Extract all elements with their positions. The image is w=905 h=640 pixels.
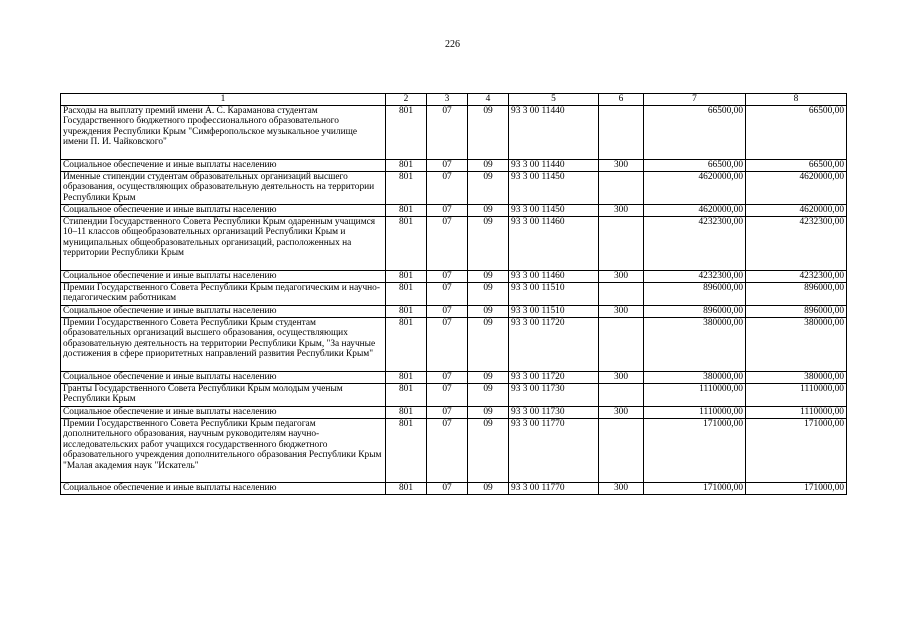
- amount-year1-cell: 171000,00: [644, 419, 746, 483]
- amount-year2-cell: 4620000,00: [746, 172, 847, 205]
- amount-year2-cell: 171000,00: [746, 419, 847, 483]
- amount-year1-cell: 896000,00: [644, 283, 746, 306]
- header-row: [61, 94, 847, 106]
- target-article-cell: 93 3 00 11510: [509, 283, 599, 306]
- amount-year2-cell: 380000,00: [746, 318, 847, 372]
- subsection-code-cell: 09: [468, 372, 509, 384]
- expense-type-cell: [599, 384, 644, 407]
- amount-year1-cell: 1110000,00: [644, 407, 746, 419]
- section-code-cell: 07: [427, 407, 468, 419]
- table-row: [61, 306, 847, 318]
- ministry-code-cell: 801: [386, 106, 427, 160]
- subsection-code-cell: 09: [468, 419, 509, 483]
- table-row: [61, 407, 847, 419]
- header-cell-5: 5: [509, 94, 599, 106]
- description-cell: Социальное обеспечение и иные выплаты населению: [61, 407, 386, 419]
- amount-year1-cell: 1110000,00: [644, 384, 746, 407]
- section-code-cell: 07: [427, 384, 468, 407]
- target-article-cell: 93 3 00 11730: [509, 407, 599, 419]
- header-cell-7: 7: [644, 94, 746, 106]
- description-cell: Премии Государственного Совета Республики Крым студентам образовательных организаций высшего образования, осуществляющих образовательную деятельность на территории Республики Крым, "За научные достижения в сфере приоритетных направлений развития Республики Крым": [61, 318, 386, 372]
- target-article-cell: 93 3 00 11730: [509, 384, 599, 407]
- header-cell-8: 8: [746, 94, 847, 106]
- table-row: [61, 106, 847, 160]
- ministry-code-cell: 801: [386, 306, 427, 318]
- section-code-cell: 07: [427, 372, 468, 384]
- subsection-code-cell: 09: [468, 160, 509, 172]
- ministry-code-cell: 801: [386, 205, 427, 217]
- amount-year2-cell: 4232300,00: [746, 271, 847, 283]
- ministry-code-cell: 801: [386, 160, 427, 172]
- table-row: [61, 372, 847, 384]
- description-cell: Социальное обеспечение и иные выплаты населению: [61, 483, 386, 495]
- ministry-code-cell: 801: [386, 372, 427, 384]
- header-cell-4: 4: [468, 94, 509, 106]
- expense-type-cell: [599, 217, 644, 271]
- section-code-cell: 07: [427, 205, 468, 217]
- description-cell: Именные стипендии студентам образовательных организаций высшего образования, осуществляющих образовательную деятельность на территории Республики Крым: [61, 172, 386, 205]
- amount-year2-cell: 66500,00: [746, 160, 847, 172]
- ministry-code-cell: 801: [386, 407, 427, 419]
- amount-year1-cell: 380000,00: [644, 372, 746, 384]
- section-code-cell: 07: [427, 283, 468, 306]
- expense-type-cell: 300: [599, 483, 644, 495]
- amount-year2-cell: 380000,00: [746, 372, 847, 384]
- amount-year1-cell: 4620000,00: [644, 172, 746, 205]
- expense-type-cell: 300: [599, 306, 644, 318]
- amount-year1-cell: 66500,00: [644, 160, 746, 172]
- target-article-cell: 93 3 00 11720: [509, 318, 599, 372]
- table-row: [61, 384, 847, 407]
- subsection-code-cell: 09: [468, 283, 509, 306]
- target-article-cell: 93 3 00 11460: [509, 271, 599, 283]
- table-body: [61, 106, 847, 495]
- amount-year2-cell: 896000,00: [746, 306, 847, 318]
- section-code-cell: 07: [427, 419, 468, 483]
- header-cell-6: 6: [599, 94, 644, 106]
- amount-year1-cell: 4232300,00: [644, 271, 746, 283]
- amount-year1-cell: 4232300,00: [644, 217, 746, 271]
- budget-table: [60, 93, 847, 495]
- table-row: [61, 318, 847, 372]
- target-article-cell: 93 3 00 11770: [509, 419, 599, 483]
- section-code-cell: 07: [427, 318, 468, 372]
- amount-year2-cell: 1110000,00: [746, 384, 847, 407]
- expense-type-cell: 300: [599, 407, 644, 419]
- ministry-code-cell: 801: [386, 271, 427, 283]
- amount-year2-cell: 896000,00: [746, 283, 847, 306]
- ministry-code-cell: 801: [386, 483, 427, 495]
- subsection-code-cell: 09: [468, 172, 509, 205]
- section-code-cell: 07: [427, 160, 468, 172]
- amount-year1-cell: 380000,00: [644, 318, 746, 372]
- target-article-cell: 93 3 00 11450: [509, 172, 599, 205]
- section-code-cell: 07: [427, 306, 468, 318]
- description-cell: Социальное обеспечение и иные выплаты населению: [61, 205, 386, 217]
- description-cell: Расходы на выплату премий имени А. С. Караманова студентам Государственного бюджетного профессионального образовательного учреждения Республики Крым "Симферопольское музыкальное училище имени П. И. Чайковского": [61, 106, 386, 160]
- amount-year2-cell: 171000,00: [746, 483, 847, 495]
- table-row: [61, 160, 847, 172]
- subsection-code-cell: 09: [468, 384, 509, 407]
- subsection-code-cell: 09: [468, 217, 509, 271]
- table-row: [61, 283, 847, 306]
- description-cell: Премии Государственного Совета Республики Крым педагогам дополнительного образования, научным руководителям научно-исследовательских работ учащихся государственного бюджетного образовательного учреждения дополнительного образования Республики Крым "Малая академия наук "Искатель": [61, 419, 386, 483]
- subsection-code-cell: 09: [468, 271, 509, 283]
- amount-year1-cell: 896000,00: [644, 306, 746, 318]
- amount-year1-cell: 66500,00: [644, 106, 746, 160]
- description-cell: Социальное обеспечение и иные выплаты населению: [61, 271, 386, 283]
- description-cell: Премии Государственного Совета Республики Крым педагогическим и научно-педагогическим работникам: [61, 283, 386, 306]
- target-article-cell: 93 3 00 11510: [509, 306, 599, 318]
- amount-year2-cell: 4232300,00: [746, 217, 847, 271]
- amount-year2-cell: 66500,00: [746, 106, 847, 160]
- description-cell: Стипендии Государственного Совета Республики Крым одаренным учащимся 10–11 классов общеобразовательных организаций Республики Крым и муниципальных общеобразовательных организаций, расположенных на территории Республики Крым: [61, 217, 386, 271]
- ministry-code-cell: 801: [386, 384, 427, 407]
- ministry-code-cell: 801: [386, 419, 427, 483]
- expense-type-cell: [599, 172, 644, 205]
- table-row: [61, 271, 847, 283]
- amount-year2-cell: 4620000,00: [746, 205, 847, 217]
- subsection-code-cell: 09: [468, 483, 509, 495]
- expense-type-cell: [599, 106, 644, 160]
- table-row: [61, 205, 847, 217]
- expense-type-cell: [599, 419, 644, 483]
- section-code-cell: 07: [427, 217, 468, 271]
- ministry-code-cell: 801: [386, 283, 427, 306]
- expense-type-cell: [599, 283, 644, 306]
- target-article-cell: 93 3 00 11460: [509, 217, 599, 271]
- ministry-code-cell: 801: [386, 318, 427, 372]
- table-row: [61, 217, 847, 271]
- description-cell: Социальное обеспечение и иные выплаты населению: [61, 160, 386, 172]
- header-cell-3: 3: [427, 94, 468, 106]
- amount-year1-cell: 4620000,00: [644, 205, 746, 217]
- ministry-code-cell: 801: [386, 217, 427, 271]
- description-cell: Социальное обеспечение и иные выплаты населению: [61, 306, 386, 318]
- expense-type-cell: 300: [599, 205, 644, 217]
- table-row: [61, 483, 847, 495]
- ministry-code-cell: 801: [386, 172, 427, 205]
- section-code-cell: 07: [427, 106, 468, 160]
- table-row: [61, 419, 847, 483]
- section-code-cell: 07: [427, 172, 468, 205]
- expense-type-cell: 300: [599, 372, 644, 384]
- description-cell: Социальное обеспечение и иные выплаты населению: [61, 372, 386, 384]
- subsection-code-cell: 09: [468, 106, 509, 160]
- section-code-cell: 07: [427, 483, 468, 495]
- target-article-cell: 93 3 00 11440: [509, 160, 599, 172]
- target-article-cell: 93 3 00 11450: [509, 205, 599, 217]
- page-number: 226: [445, 39, 460, 50]
- amount-year2-cell: 1110000,00: [746, 407, 847, 419]
- header-cell-2: 2: [386, 94, 427, 106]
- expense-type-cell: 300: [599, 160, 644, 172]
- header-cell-1: 1: [61, 94, 386, 106]
- table-row: [61, 172, 847, 205]
- target-article-cell: 93 3 00 11720: [509, 372, 599, 384]
- expense-type-cell: 300: [599, 271, 644, 283]
- section-code-cell: 07: [427, 271, 468, 283]
- amount-year1-cell: 171000,00: [644, 483, 746, 495]
- target-article-cell: 93 3 00 11440: [509, 106, 599, 160]
- subsection-code-cell: 09: [468, 318, 509, 372]
- subsection-code-cell: 09: [468, 407, 509, 419]
- description-cell: Гранты Государственного Совета Республики Крым молодым ученым Республики Крым: [61, 384, 386, 407]
- subsection-code-cell: 09: [468, 205, 509, 217]
- expense-type-cell: [599, 318, 644, 372]
- target-article-cell: 93 3 00 11770: [509, 483, 599, 495]
- subsection-code-cell: 09: [468, 306, 509, 318]
